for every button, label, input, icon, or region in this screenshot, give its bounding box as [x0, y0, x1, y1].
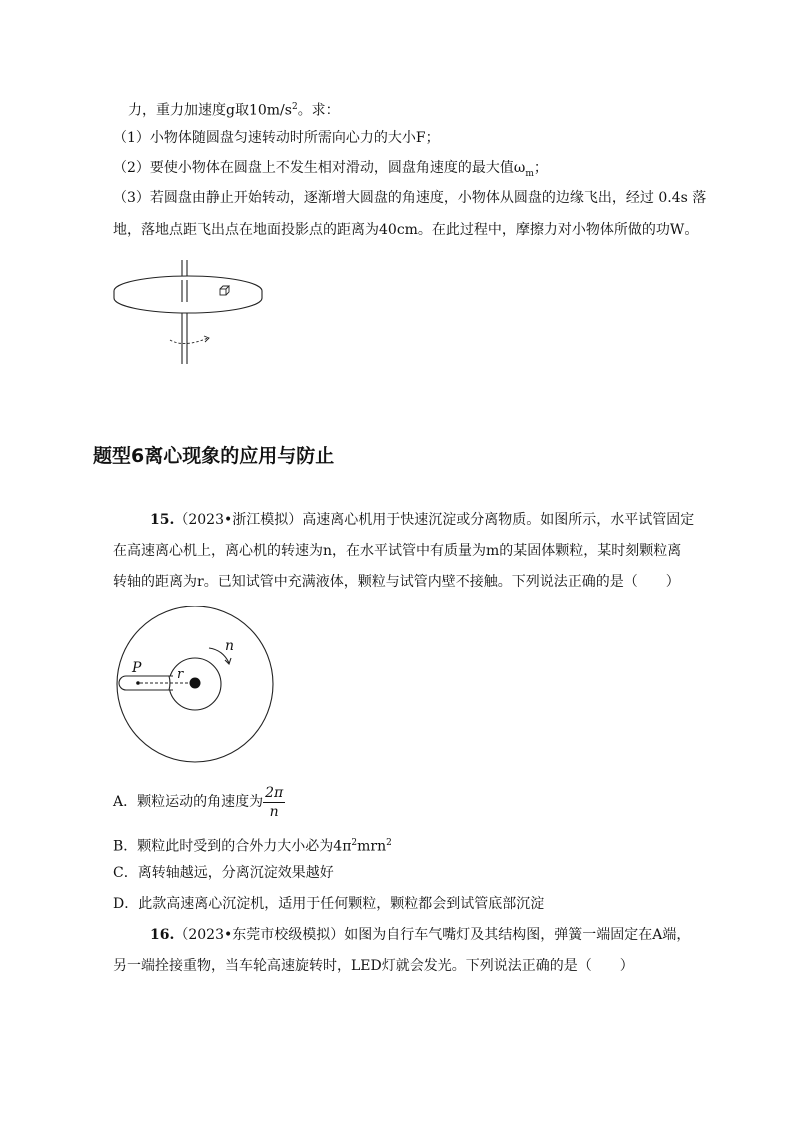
problem16-line2: 另一端拴接重物，当车轮高速旋转时，LED灯就会发光。下列说法正确的是（ ） [113, 958, 634, 974]
angular-velocity-fraction: $\frac{2\pi}{n}$ [265, 784, 284, 820]
problem14-question-2: （2）要使小物体在圆盘上不发生相对滑动，圆盘角速度的最大值$\omega_m$； [113, 160, 548, 179]
label-r: r [177, 667, 184, 682]
problem15-line3: 转轴的距离为r。已知试管中充满液体，颗粒与试管内壁不接触。下列说法正确的是（ ） [113, 574, 680, 590]
particle-p [136, 681, 140, 685]
option-c: C．离转轴越远，分离沉淀效果越好 [113, 865, 334, 881]
problem14-question-3-line1: （3）若圆盘由静止开始转动，逐渐增大圆盘的角速度，小物体从圆盘的边缘飞出，经过 0.4s 落 [113, 190, 707, 206]
problem14-question-1: （1）小物体随圆盘匀速转动时所需向心力的大小F； [113, 130, 440, 146]
label-p: P [132, 660, 142, 676]
problem14-intro-line: 力，重力加速度g取$10m/s^2$。求： [128, 102, 340, 119]
rotation-axis [190, 678, 201, 689]
problem15-line1: 15.（2023•浙江模拟）高速离心机用于快速沉淀或分离物质。如图所示，水平试管固定 [150, 512, 695, 528]
centrifuge-figure [111, 606, 281, 776]
problem15-line2: 在高速离心机上，离心机的转速为n，在水平试管中有质量为m的某固体颗粒，某时刻颗粒离 [113, 543, 682, 559]
rotating-disc-figure [108, 258, 268, 370]
section-heading: 题型6离心现象的应用与防止 [93, 445, 335, 467]
label-n: n [225, 638, 235, 654]
option-a: A．颗粒运动的角速度为 $\frac{2\pi}{n}$ [113, 784, 284, 820]
option-d: D．此款高速离心沉淀机，适用于任何颗粒，颗粒都会到试管底部沉淀 [113, 896, 545, 912]
option-b: B．颗粒此时受到的合外力大小必为$4\pi^2mrn^2$ [113, 838, 392, 855]
problem14-question-3-line2: 地，落地点距飞出点在地面投影点的距离为40cm。在此过程中，摩擦力对小物体所做的功W。 [113, 222, 699, 238]
problem16-line1: 16.（2023•东莞市校级模拟）如图为自行车气嘴灯及其结构图，弹簧一端固定在A端， [150, 927, 691, 943]
